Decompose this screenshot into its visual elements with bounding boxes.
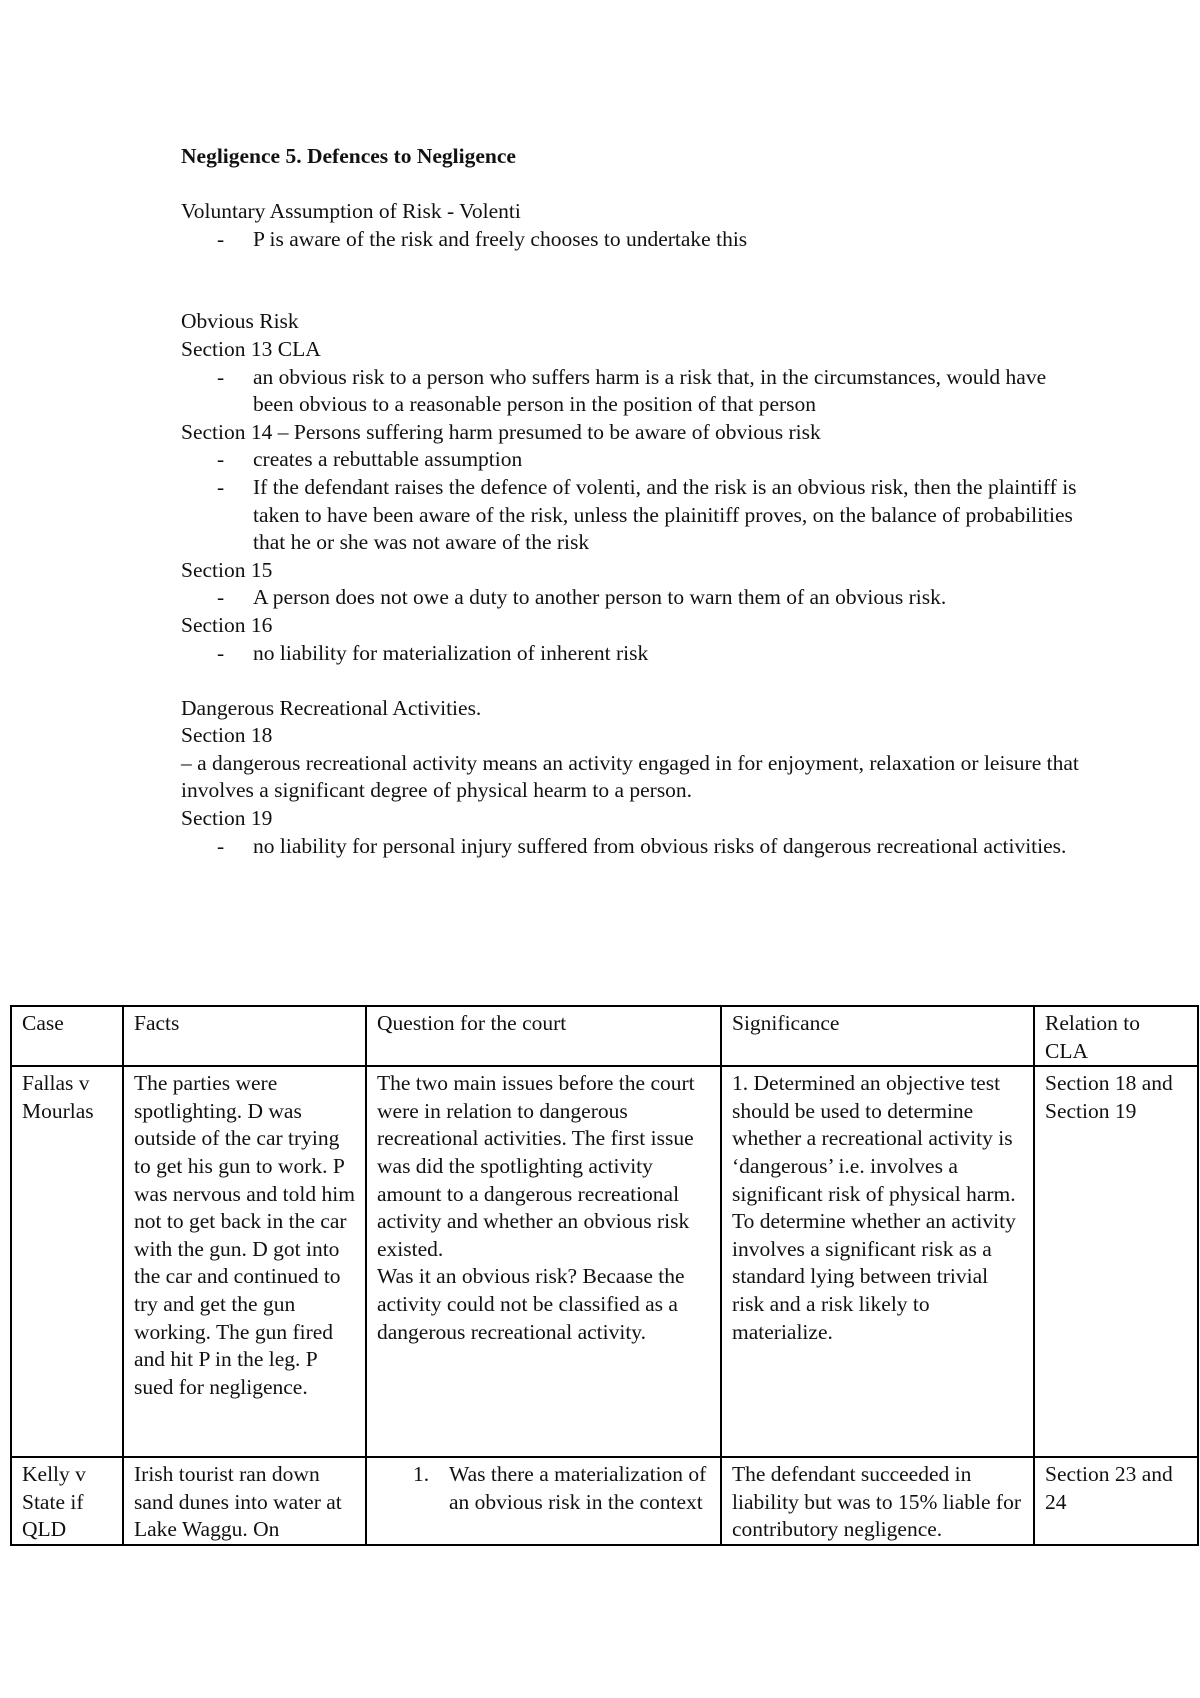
section-16-heading: Section 16 <box>181 612 273 637</box>
section-15-list <box>181 584 1081 612</box>
table-header-row <box>11 1006 1198 1066</box>
dangerous-activities-heading: Dangerous Recreational Activities. <box>181 695 482 720</box>
list-item: 1. Was there a materialization of an obvious risk in the context <box>413 1462 707 1514</box>
section-14-heading: Section 14 – Persons suffering harm presumed to be aware of obvious risk <box>181 419 821 444</box>
volenti-list <box>181 226 1081 254</box>
section-18-heading: Section 18 <box>181 723 273 748</box>
list-item: - an obvious risk to a person who suffers harm is a risk that, in the circumstances, would have been obvious to a reasonable person in the position of that person <box>217 364 1047 417</box>
cell-question <box>366 1457 721 1545</box>
case-table <box>10 1005 1199 1546</box>
question-list <box>377 1461 710 1516</box>
cell-relation: Section 23 and 24 <box>1034 1457 1198 1545</box>
list-item: - creates a rebuttable assumption <box>217 447 523 472</box>
section-18-text: – a dangerous recreational activity means an activity engaged in for enjoyment, relaxation or leisure that involves a significant degree of physical hearm to a person. <box>181 750 1079 803</box>
cell-case: Kelly v State if QLD <box>11 1457 123 1545</box>
table-row <box>11 1457 1198 1545</box>
section-13-list <box>181 364 1081 419</box>
header-significance: Significance <box>721 1006 1034 1066</box>
list-item: - A person does not owe a duty to another person to warn them of an obvious risk. <box>217 585 947 610</box>
cell-question <box>366 1066 721 1457</box>
cell-case: Fallas v Mourlas <box>11 1066 123 1457</box>
header-relation: Relation to CLA <box>1034 1006 1198 1066</box>
cell-facts: Irish tourist ran down sand dunes into water at Lake Waggu. On <box>123 1457 366 1545</box>
volenti-heading: Voluntary Assumption of Risk - Volenti <box>181 199 521 224</box>
section-19-heading: Section 19 <box>181 806 273 831</box>
cell-significance: 1. Determined an objective test should be used to determine whether a recreational activity is ‘dangerous’ i.e. involves a significant risk of physical harm. To determine whether an activity involves a significant risk as a standard lying between trivial risk and a risk likely to materialize. <box>721 1066 1034 1457</box>
notes-body <box>181 143 1081 860</box>
list-item: - no liability for materialization of inherent risk <box>217 640 649 665</box>
list-item: - P is aware of the risk and freely chooses to undertake this <box>217 226 748 251</box>
section-14-list <box>181 446 1081 556</box>
question-paragraph: The two main issues before the court were in relation to dangerous recreational activities. The first issue was did the spotlighting activity amount to a dangerous recreational activity and whether an obvious risk existed. <box>377 1071 695 1261</box>
cell-significance: The defendant succeeded in liability but was to 15% liable for contributory negligence. <box>721 1457 1034 1545</box>
section-19-list <box>181 833 1081 861</box>
question-paragraph: Was it an obvious risk? Becaase the activity could not be classified as a dangerous recreational activity. <box>377 1264 685 1344</box>
section-16-list <box>181 640 1081 668</box>
obvious-risk-heading: Obvious Risk <box>181 309 299 334</box>
header-case: Case <box>11 1006 123 1066</box>
table-row <box>11 1066 1198 1457</box>
header-facts: Facts <box>123 1006 366 1066</box>
section-15-heading: Section 15 <box>181 557 273 582</box>
cell-facts: The parties were spotlighting. D was outside of the car trying to get his gun to work. P was nervous and told him not to get back in the car with the gun. D got into the car and continued to try and get the gun working. The gun fired and hit P in the leg. P sued for negligence. <box>123 1066 366 1457</box>
cell-relation: Section 18 and Section 19 <box>1034 1066 1198 1457</box>
header-question: Question for the court <box>366 1006 721 1066</box>
list-item: - If the defendant raises the defence of volenti, and the risk is an obvious risk, then the plaintiff is taken to have been aware of the risk, unless the plainitiff proves, on the balance of probabilities that he or she was not aware of the risk <box>217 474 1077 555</box>
list-item: - no liability for personal injury suffered from obvious risks of dangerous recreational activities. <box>217 833 1067 858</box>
page-title: Negligence 5. Defences to Negligence <box>181 144 516 168</box>
section-13-heading: Section 13 CLA <box>181 336 321 361</box>
